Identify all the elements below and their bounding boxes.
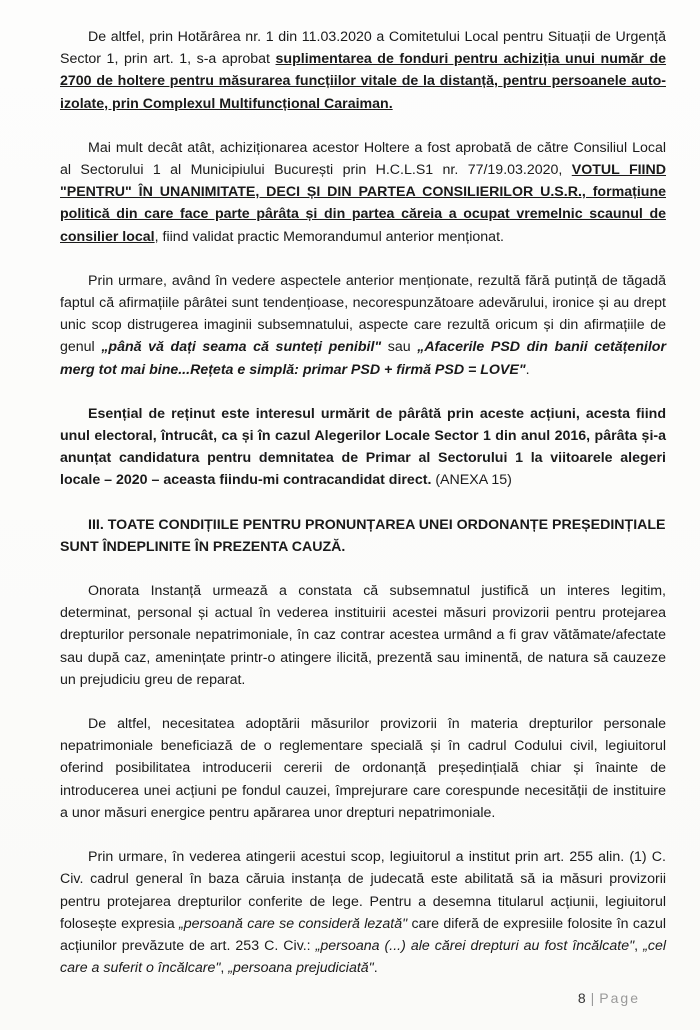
- paragraph-text: ,: [634, 937, 644, 954]
- page-number: 8: [577, 990, 586, 1006]
- bold-text: Esențial de reținut este interesul urmărit de pârâtă prin aceste acțiuni, acesta fiind unul electoral, întrucât, ca și în cazul Alegerilor Locale Sector 1 din anul 2016, pârâta și-a anunțat candidatura pentru demnitatea de Primar al Sectorului 1 la viitoarele alegeri locale – 2020 – aceasta fiindu-mi contracandidat direct.: [60, 405, 666, 489]
- page-footer: [578, 990, 640, 1006]
- paragraph-text: , fiind validat practic Memorandumul anterior menționat.: [154, 228, 504, 245]
- page-label: Page: [599, 990, 640, 1006]
- emphasized-text: VOTUL FIIND "PENTRU" ÎN UNANIMITATE, DECI ȘI DIN PARTEA CONSILIERILOR U.S.R., formațiune politică din care face parte pârâta și din partea căreia a ocupat vremelnic scaunul de consilier local: [60, 162, 666, 245]
- paragraph-text: care diferă de expresiile folosite în cazul acțiunilor prevăzute de art. 253 C. Civ.:: [60, 915, 666, 954]
- page-separator: |: [590, 990, 595, 1006]
- paragraph-text: Mai mult decât atât, achiziționarea acestor Holtere a fost aprobată de către Consiliul Local al Sectorului 1 al Municipiului București prin H.C.L.S1 nr. 77/19.03.2020,: [60, 139, 666, 179]
- annex-reference: (ANEXA 15): [431, 472, 512, 489]
- quoted-text: „persoana prejudiciată": [228, 960, 374, 977]
- paragraph-holtere-aprobare: [60, 137, 666, 248]
- quoted-text: „persoană care se consideră lezată": [179, 915, 408, 932]
- paragraph-text: Prin urmare, având în vedere aspectele anterior menționate, rezultă fără putință de tăgadă faptul că afirmațiile pârâtei sunt tendențioase, necorespunzătoare adevărului, ironice și au drept unic scop distrugerea imaginii subsemnatului, aspecte care rezultă oricum și din afirmațiile de genul: [60, 272, 666, 356]
- paragraph-text: ,: [220, 960, 229, 977]
- paragraph-interes-legitim: Onorata Instanță urmează a constata că subsemnatul justifică un interes legitim, determinat, personal și actual în vederea instituirii acestei măsuri provizorii pentru protejarea drepturilor personale nepatrimoniale, în caz contrar acestea urmând a fi grav vătămate/afectate sau după caz, amenințate printr-o atingere ilicită, prezentă sau iminentă, de natura să cauzeze un prejudiciu greu de reparat.: [60, 583, 666, 688]
- paragraph-text: De altfel, prin Hotărârea nr. 1 din 11.03.2020 a Comitetului Local pentru Situații de Urgență Sector 1, prin art. 1, s-a aprobat: [60, 29, 666, 68]
- paragraph-text: Prin urmare, în vederea atingerii acestui scop, legiuitorul a institut prin art. 255 alin. (1) C. Civ. cadrul general în baza căruia instanța de judecată este abilitată să ia măsuri provizorii pentru protejarea drepturilor conferite de lege. Pentru a desemna titularul acțiunii, legiuitorul folosește expresia: [60, 849, 666, 932]
- quoted-text: „până vă dați seama că sunteți penibil": [101, 339, 382, 356]
- emphasized-text: suplimentarea de fonduri pentru achiziția unui număr de 2700 de holtere pentru măsurarea funcțiilor vitale de la distanță, pentru persoanele auto-izolate, prin Complexul Multifuncțional Caraiman.: [60, 51, 667, 112]
- section-heading: III. TOATE CONDIȚIILE PENTRU PRONUNȚAREA UNEI ORDONANȚE PREȘEDINȚIALE SUNT ÎNDEPLINITE ÎN PREZENTA CAUZĂ.: [60, 516, 666, 555]
- paragraph-masuri-provizorii: De altfel, necesitatea adoptării măsurilor provizorii în materia drepturilor personale nepatrimoniale beneficiază de o reglementare specială și în cadrul Codului civil, legiuitorul oferind posibilitatea introducerii cererii de ordonanță președințială chiar și înainte de introducerea unei acțiuni pe fondul cauzei, împrejurare care corespunde necesității de instituire a unor măsuri energice pentru apărarea unor drepturi nepatrimoniale.: [60, 716, 666, 821]
- paragraph-hotarare: [60, 26, 666, 115]
- paragraph-text: sau: [381, 339, 418, 356]
- quoted-text: „cel care a suferit o încălcare": [60, 937, 666, 977]
- paragraph-text: .: [373, 960, 378, 977]
- paragraph-art-255: [60, 846, 666, 979]
- paragraph-afirmatii-parata: [60, 270, 666, 381]
- paragraph-interes-electoral: [60, 403, 666, 492]
- quoted-text: „persoana (...) ale cărei drepturi au fost încălcate": [315, 937, 635, 954]
- paragraph-text: .: [525, 361, 530, 378]
- quoted-text: „Afacerile PSD din banii cetățenilor merg tot mai bine...Rețeta e simplă: primar PSD + firmă PSD = LOVE": [60, 339, 666, 378]
